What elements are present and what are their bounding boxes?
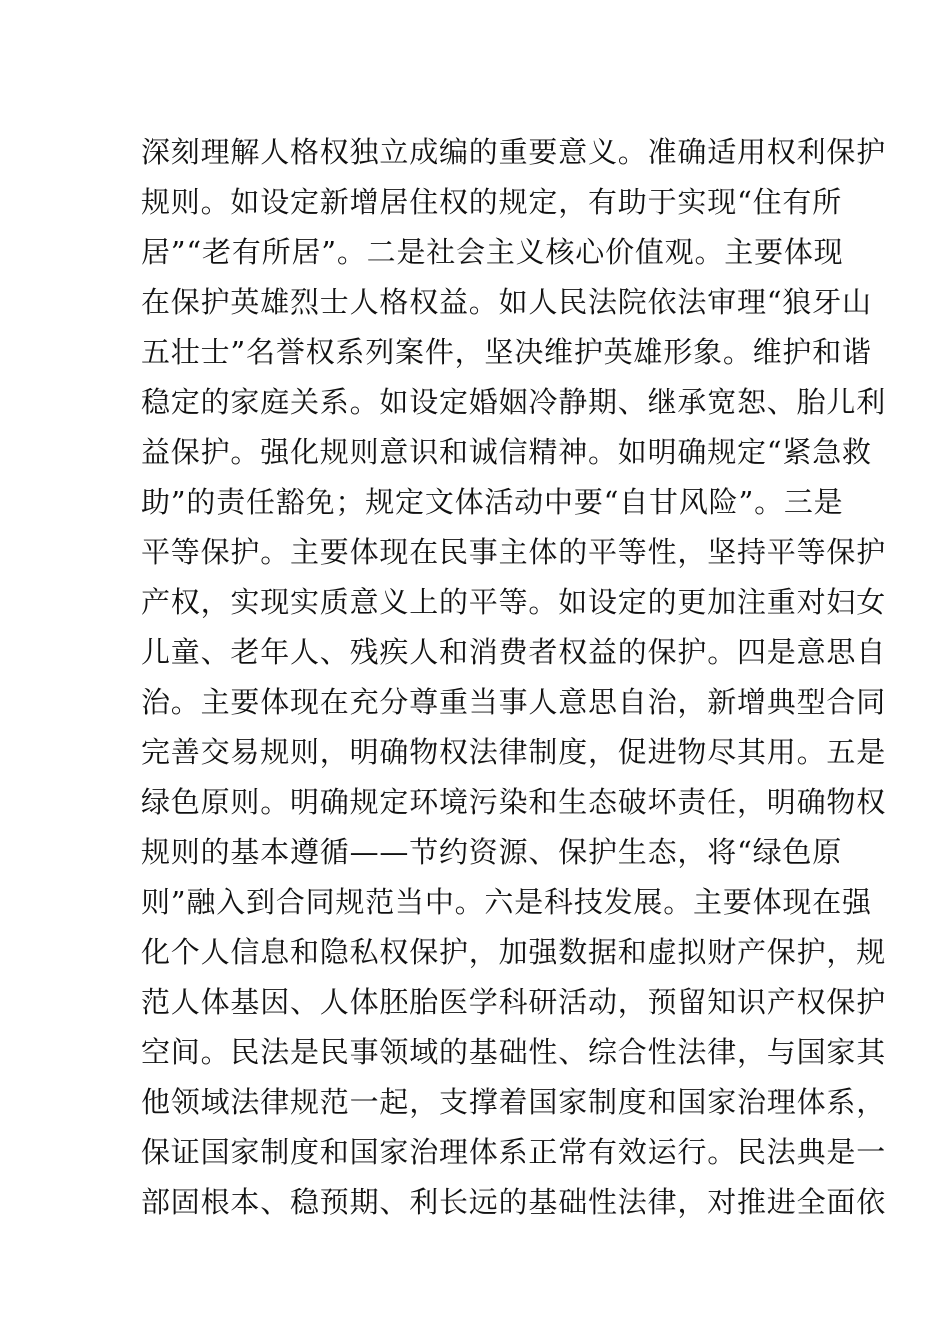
text-line-7: 益保护。强化规则意识和诚信精神。如明确规定“紧急救	[141, 435, 872, 469]
text-line-19: 空间。民法是民事领域的基础性、综合性法律，与国家其	[141, 1035, 887, 1069]
text-line-2: 规则。如设定新增居住权的规定，有助于实现“住有所	[141, 185, 843, 219]
text-line-10: 产权，实现实质意义上的平等。如设定的更加注重对妇女	[141, 585, 887, 619]
text-line-1: 深刻理解人格权独立成编的重要意义。准确适用权利保护	[141, 135, 887, 169]
body-paragraph	[141, 127, 887, 1227]
text-line-16: 则”融入到合同规范当中。六是科技发展。主要体现在强	[141, 885, 872, 919]
text-line-5: 五壮士”名誉权系列案件，坚决维护英雄形象。维护和谐	[141, 335, 872, 369]
text-line-18: 范人体基因、人体胚胎医学科研活动，预留知识产权保护	[141, 985, 887, 1019]
text-line-9: 平等保护。主要体现在民事主体的平等性，坚持平等保护	[141, 535, 887, 569]
text-line-14: 绿色原则。明确规定环境污染和生态破坏责任，明确物权	[141, 785, 887, 819]
text-line-8: 助”的责任豁免；规定文体活动中要“自甘风险”。三是	[141, 485, 844, 519]
text-line-3: 居”“老有所居”。二是社会主义核心价值观。主要体现	[141, 235, 844, 269]
text-line-11: 儿童、老年人、残疾人和消费者权益的保护。四是意思自	[141, 635, 887, 669]
text-line-20: 他领域法律规范一起，支撑着国家制度和国家治理体系，	[141, 1085, 887, 1119]
text-line-4: 在保护英雄烈士人格权益。如人民法院依法审理“狼牙山	[141, 285, 872, 319]
text-line-13: 完善交易规则，明确物权法律制度，促进物尽其用。五是	[141, 735, 887, 769]
text-line-17: 化个人信息和隐私权保护，加强数据和虚拟财产保护，规	[141, 935, 887, 969]
text-line-6: 稳定的家庭关系。如设定婚姻冷静期、继承宽恕、胎儿利	[141, 385, 887, 419]
text-line-22: 部固根本、稳预期、利长远的基础性法律，对推进全面依	[141, 1185, 887, 1219]
text-line-21: 保证国家制度和国家治理体系正常有效运行。民法典是一	[141, 1135, 887, 1169]
text-line-15: 规则的基本遵循——节约资源、保护生态，将“绿色原	[141, 835, 843, 869]
text-line-12: 治。主要体现在充分尊重当事人意思自治，新增典型合同	[141, 685, 887, 719]
